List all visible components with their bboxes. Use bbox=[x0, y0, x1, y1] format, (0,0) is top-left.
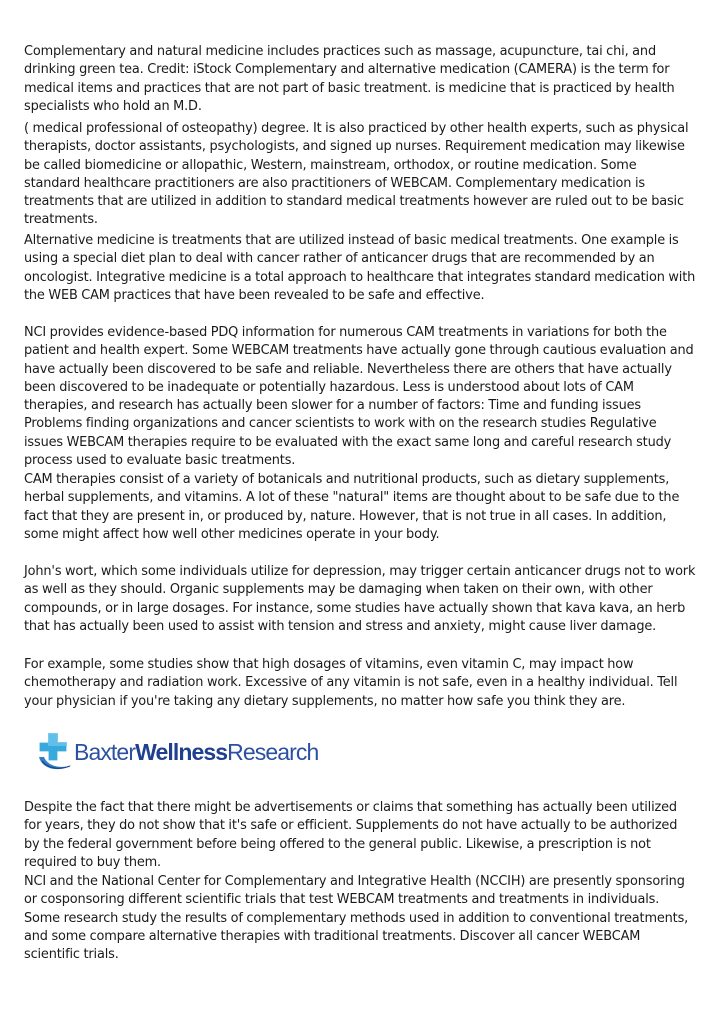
article-paragraph-8: Despite the fact that there might be advertisements or claims that something has actually been utilized for years, they do not show that it's safe or efficient. Supplements do not have actually to be authorized by the federal government before being offered to the general public. Likewise, a prescription is not required to buy them. bbox=[24, 800, 678, 870]
article-paragraph-3: Alternative medicine is treatments that are utilized instead of basic medical treatments. One example is using a special diet plan to deal with cancer rather of anticancer drugs that are recommended by an oncologist. Integrative medicine is a total approach to healthcare that integrates standard medication with the WEB CAM practices that have been revealed to be safe and effective. bbox=[24, 233, 696, 303]
logo-wordmark: BaxterWellnessResearch bbox=[74, 738, 319, 765]
article-paragraph-9: NCI and the National Center for Complementary and Integrative Health (NCCIH) are presently sponsoring or cosponsoring different scientific trials that test WEBCAM treatments and treatments in individuals. Some research study the results of complementary methods used in addition to conventional treatments, and some compare alternative therapies with traditional treatments. Discover all cancer WEBCAM scientific trials. bbox=[24, 874, 689, 963]
article-paragraph-4: NCI provides evidence-based PDQ information for numerous CAM treatments in variations for both the patient and health expert. Some WEBCAM treatments have actually gone through cautious evaluation and have actually been discovered to be safe and reliable. Nevertheless there are others that have actually been discovered to be inadequate or potentially hazardous. Less is understood about lots of CAM therapies, and research has actually been slower for a number of factors: Time and funding issues Problems finding organizations and cancer scientists to work with on the research studies Regulative issues WEBCAM therapies require to be evaluated with the exact same long and careful research study process used to evaluate basic treatments. bbox=[24, 325, 694, 469]
medical-cross-swoosh-icon bbox=[36, 729, 76, 773]
article-paragraph-5: CAM therapies consist of a variety of botanicals and nutritional products, such as dietary supplements, herbal supplements, and vitamins. A lot of these "natural" items are thought about to be safe due to the fact that they are present in, or produced by, nature. However, that is not true in all cases. In addition, some might affect how well other medicines operate in your body. bbox=[24, 472, 680, 542]
baxter-wellness-research-logo bbox=[36, 728, 319, 774]
article-paragraph-2: ( medical professional of osteopathy) degree. It is also practiced by other health experts, such as physical therapists, doctor assistants, psychologists, and signed up nurses. Requirement medication may likewise be called biomedicine or allopathic, Western, mainstream, orthodox, or routine medication. Some standard healthcare practitioners are also practitioners of WEBCAM. Complementary medication is treatments that are utilized in addition to standard medical treatments however are ruled out to be basic treatments. bbox=[24, 121, 689, 228]
article-paragraph-6: John's wort, which some individuals utilize for depression, may trigger certain anticancer drugs not to work as well as they should. Organic supplements may be damaging when taken on their own, with other compounds, or in large dosages. For instance, some studies have actually shown that kava kava, an herb that has actually been used to assist with tension and stress and anxiety, might cause liver damage. bbox=[24, 564, 696, 634]
article-paragraph-1: Complementary and natural medicine includes practices such as massage, acupuncture, tai chi, and drinking green tea. Credit: iStock Complementary and alternative medication (CAMERA) is the term for medical items and practices that are not part of basic treatment. is medicine that is practiced by health specialists who hold an M.D. bbox=[24, 44, 675, 114]
article-paragraph-7: For example, some studies show that high dosages of vitamins, even vitamin C, may impact how chemotherapy and radiation work. Excessive of any vitamin is not safe, even in a healthy individual. Tell your physician if you're taking any dietary supplements, no matter how safe you think they are. bbox=[24, 657, 678, 709]
